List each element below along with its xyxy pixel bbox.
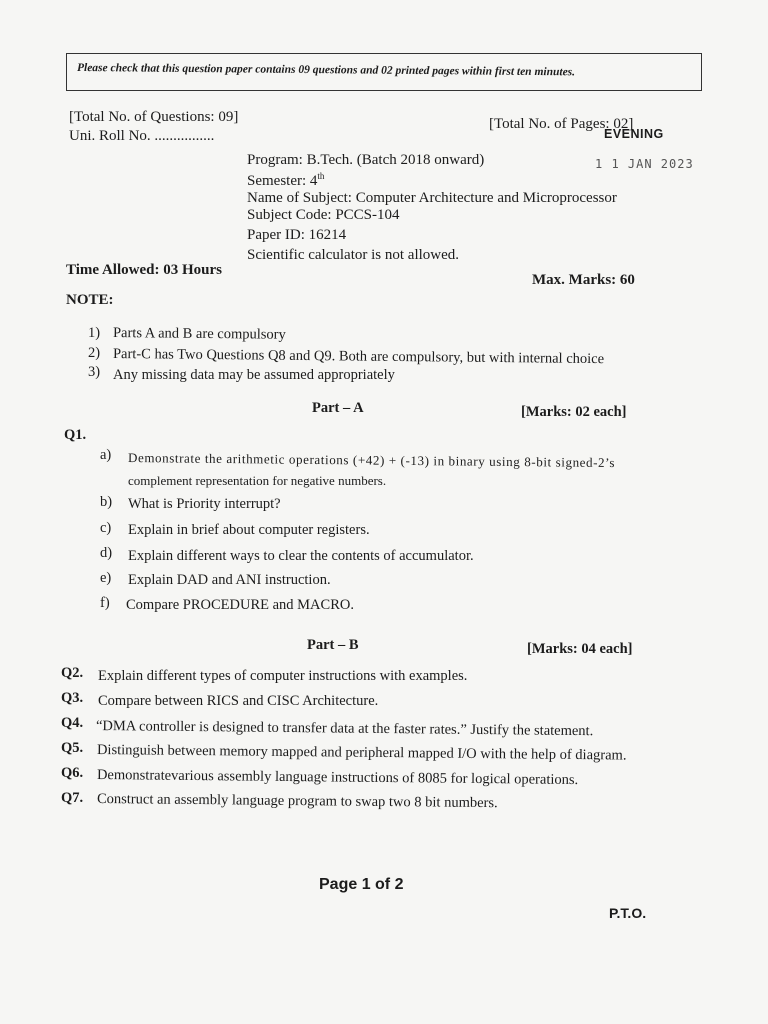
q1-sub-text: Explain different ways to clear the contents of accumulator. xyxy=(128,548,474,564)
calculator-note: Scientific calculator is not allowed. xyxy=(247,247,460,263)
paper-id: Paper ID: 16214 xyxy=(247,227,347,243)
q1-sub-letter: a) xyxy=(100,447,112,463)
note-item-num: 2) xyxy=(88,345,101,361)
q1-label: Q1. xyxy=(64,427,87,443)
q1-sub-letter: e) xyxy=(100,570,112,586)
total-pages: [Total No. of Pages: 02] xyxy=(489,116,634,132)
part-b-marks: [Marks: 04 each] xyxy=(527,641,633,657)
question-text: Construct an assembly language program to swap two 8 bit numbers. xyxy=(96,791,498,812)
question-text: Distinguish between memory mapped and peripheral mapped I/O with the help of diagram. xyxy=(96,742,627,764)
semester: Semester: 4th xyxy=(247,171,325,189)
q1-sub-text-continued: complement representation for negative numbers. xyxy=(128,473,387,488)
subject-name: Name of Subject: Computer Architecture and Microprocessor xyxy=(247,190,617,206)
q1-sub-letter: b) xyxy=(100,494,113,510)
question-number: Q5. xyxy=(61,740,84,756)
q1-sub-letter: c) xyxy=(100,520,112,536)
notice-text: Please check that this question paper contains 09 questions and 02 printed pages within first ten minutes. xyxy=(76,62,576,79)
q1-sub-text: Compare PROCEDURE and MACRO. xyxy=(126,597,354,613)
time-allowed: Time Allowed: 03 Hours xyxy=(66,262,222,278)
notice-box xyxy=(66,53,702,91)
max-marks: Max. Marks: 60 xyxy=(532,272,635,288)
part-b-title: Part – B xyxy=(307,637,359,653)
question-number: Q4. xyxy=(61,715,84,731)
note-title: NOTE: xyxy=(66,292,114,308)
question-text: Explain different types of computer instructions with examples. xyxy=(98,668,468,684)
q1-sub-text: What is Priority interrupt? xyxy=(128,496,281,512)
note-item-text: Any missing data may be assumed appropriately xyxy=(113,367,395,383)
q1-sub-text: Explain DAD and ANI instruction. xyxy=(128,572,331,588)
note-item-text: Part-C has Two Questions Q8 and Q9. Both are compulsory, but with internal choice xyxy=(112,346,605,368)
pto-label: P.T.O. xyxy=(609,905,647,921)
question-number: Q7. xyxy=(61,790,84,806)
q1-sub-text: Demonstrate the arithmetic operations (+42) + (-13) in binary using 8-bit signed-2’s xyxy=(127,450,616,471)
q1-sub-letter: d) xyxy=(100,545,113,561)
q1-sub-text: Explain in brief about computer registers. xyxy=(128,522,370,538)
q1-sub-letter: f) xyxy=(100,595,110,611)
program: Program: B.Tech. (Batch 2018 onward) xyxy=(247,152,485,168)
part-a-marks: [Marks: 02 each] xyxy=(521,404,627,420)
part-a-title: Part – A xyxy=(312,400,364,416)
stamp-evening: EVENING xyxy=(604,127,664,141)
question-number: Q6. xyxy=(61,765,84,781)
page-number: Page 1 of 2 xyxy=(319,876,404,893)
stamp-date: 1 1 JAN 2023 xyxy=(595,157,694,171)
question-number: Q2. xyxy=(61,665,84,681)
question-text: Compare between RICS and CISC Architecture. xyxy=(98,693,379,709)
subject-code: Subject Code: PCCS-104 xyxy=(247,207,400,223)
question-number: Q3. xyxy=(61,690,84,706)
note-item-num: 3) xyxy=(88,364,101,380)
question-text: “DMA controller is designed to transfer data at the faster rates.” Justify the statement. xyxy=(95,718,594,740)
note-item-text: Parts A and B are compulsory xyxy=(112,325,286,343)
uni-roll-no: Uni. Roll No. ................ xyxy=(69,128,215,144)
note-item-num: 1) xyxy=(88,325,101,341)
total-questions: [Total No. of Questions: 09] xyxy=(69,109,239,125)
question-text: Demonstratevarious assembly language instructions of 8085 for logical operations. xyxy=(96,767,579,789)
